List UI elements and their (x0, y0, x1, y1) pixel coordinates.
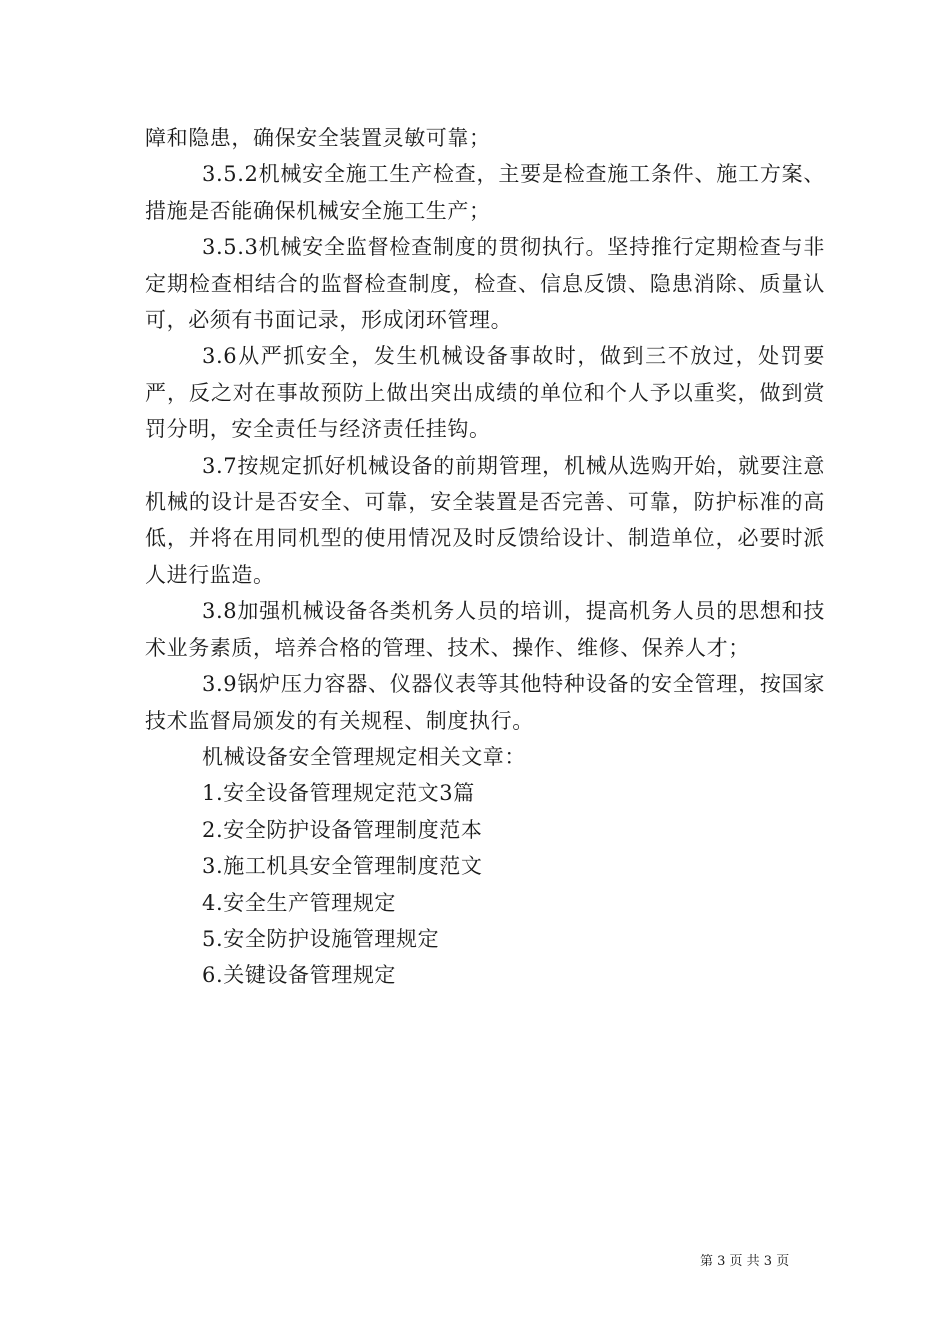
related-article-link[interactable]: 2.安全防护设备管理制度范本 (202, 817, 483, 842)
related-article-link[interactable]: 6.关键设备管理规定 (202, 963, 397, 988)
related-articles-heading: 机械设备安全管理规定相关文章： (202, 744, 526, 769)
paragraph-3-5-3: 3.5.3机械安全监督检查制度的贯彻执行。坚持推行定期检查与非定期检查相结合的监督检查制度，检查、信息反馈、隐患消除、质量认可，必须有书面记录，形成闭环管理。 (145, 235, 825, 333)
page-number-footer: 第 3 页 共 3 页 (700, 1254, 790, 1269)
related-article-link[interactable]: 5.安全防护设施管理规定 (202, 926, 440, 951)
document-body (145, 120, 825, 994)
paragraph-3-5-2: 3.5.2机械安全施工生产检查，主要是检查施工条件、施工方案、措施是否能确保机械安全施工生产； (145, 162, 825, 223)
related-article-link[interactable]: 1.安全设备管理规定范文3篇 (202, 781, 475, 806)
related-articles-list (145, 775, 825, 993)
related-article-link[interactable]: 3.施工机具安全管理制度范文 (202, 854, 483, 879)
paragraph-3-6: 3.6从严抓安全，发生机械设备事故时，做到三不放过，处罚要严，反之对在事故预防上做出突出成绩的单位和个人予以重奖，做到赏罚分明，安全责任与经济责任挂钩。 (145, 344, 825, 442)
paragraph-3-7: 3.7按规定抓好机械设备的前期管理，机械从选购开始，就要注意机械的设计是否安全、可靠，安全装置是否完善、可靠，防护标准的高低，并将在用同机型的使用情况及时反馈给设计、制造单位，必要时派人进行监造。 (145, 453, 825, 587)
paragraph-continuation: 障和隐患，确保安全装置灵敏可靠； (145, 126, 491, 150)
paragraph-3-9: 3.9锅炉压力容器、仪器仪表等其他特种设备的安全管理，按国家技术监督局颁发的有关规程、制度执行。 (145, 672, 825, 733)
related-article-link[interactable]: 4.安全生产管理规定 (202, 890, 397, 915)
paragraph-3-8: 3.8加强机械设备各类机务人员的培训，提高机务人员的思想和技术业务素质，培养合格的管理、技术、操作、维修、保养人才； (145, 599, 825, 660)
